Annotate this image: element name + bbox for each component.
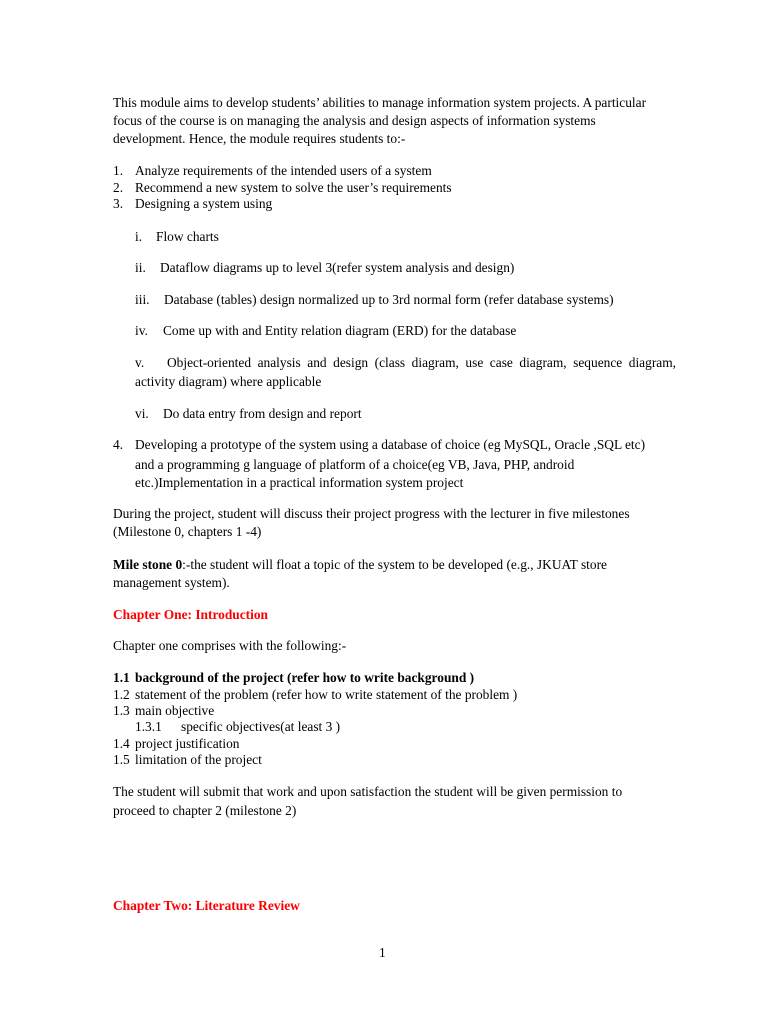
list-item: Do data entry from design and report <box>163 406 362 421</box>
section-item: statement of the problem (refer how to write statement of the problem ) <box>135 687 518 702</box>
list-item: Dataflow diagrams up to level 3(refer system analysis and design) <box>160 260 515 275</box>
chapter-two-heading: Chapter Two: Literature Review <box>113 898 300 913</box>
section-number: 1.1 <box>113 670 130 685</box>
list-number: 1. <box>113 163 124 178</box>
roman-number: ii. <box>135 260 146 275</box>
section-number: 1.3.1 <box>135 719 162 734</box>
list-item: Designing a system using <box>135 196 273 211</box>
roman-number: vi. <box>135 406 149 421</box>
section-number: 1.5 <box>113 752 130 767</box>
intro-line-3: development. Hence, the module requires students to:- <box>113 131 406 146</box>
list-item: Recommend a new system to solve the user’s requirements <box>135 180 452 195</box>
list-number: 4. <box>113 437 124 452</box>
chapter-one-heading: Chapter One: Introduction <box>113 607 268 622</box>
section-number: 1.2 <box>113 687 130 702</box>
roman-number: i. <box>135 229 143 244</box>
list-item: Database (tables) design normalized up to 3rd normal form (refer database systems) <box>164 292 614 307</box>
milestone-0-paragraph <box>113 556 607 573</box>
list-item-continuation: etc.)Implementation in a practical information system project <box>135 475 464 490</box>
list-item: Analyze requirements of the intended users of a system <box>135 163 432 178</box>
page-number: 1 <box>379 945 386 960</box>
roman-number: v. <box>135 355 145 370</box>
milestone-0-line-2: management system). <box>113 575 230 590</box>
section-item: main objective <box>135 703 215 718</box>
progress-line-2: (Milestone 0, chapters 1 -4) <box>113 524 262 539</box>
list-item-continuation: and a programming g language of platform of a choice(eg VB, Java, PHP, android <box>135 457 575 472</box>
section-number: 1.4 <box>113 736 130 751</box>
list-item: Flow charts <box>156 229 219 244</box>
section-item: specific objectives(at least 3 ) <box>181 719 341 734</box>
list-number: 2. <box>113 180 124 195</box>
section-item: project justification <box>135 736 240 751</box>
section-item: limitation of the project <box>135 752 262 767</box>
section-number: 1.3 <box>113 703 130 718</box>
chapter-one-lead: Chapter one comprises with the following:- <box>113 638 347 653</box>
list-item-continuation: activity diagram) where applicable <box>135 374 322 389</box>
list-number: 3. <box>113 196 124 211</box>
roman-number: iii. <box>135 292 150 307</box>
list-item: Object-oriented analysis and design (class diagram, use case diagram, sequence diagram, <box>167 355 676 370</box>
milestone-0-label: Mile stone 0 <box>113 557 183 572</box>
submit-line-1: The student will submit that work and upon satisfaction the student will be given permission to <box>113 784 623 799</box>
progress-line-1: During the project, student will discuss their project progress with the lecturer in five milestones <box>113 506 630 521</box>
list-item: Come up with and Entity relation diagram (ERD) for the database <box>163 323 517 338</box>
intro-line-1: This module aims to develop students’ abilities to manage information system projects. A particular <box>113 95 647 110</box>
section-item: background of the project (refer how to write background ) <box>135 670 475 685</box>
list-item: Developing a prototype of the system using a database of choice (eg MySQL, Oracle ,SQL etc) <box>135 437 646 452</box>
submit-line-2: proceed to chapter 2 (milestone 2) <box>113 803 297 818</box>
milestone-0-text: :-the student will float a topic of the system to be developed (e.g., JKUAT store <box>182 557 607 572</box>
roman-number: iv. <box>135 323 148 338</box>
intro-line-2: focus of the course is on managing the analysis and design aspects of information systems <box>113 113 596 128</box>
